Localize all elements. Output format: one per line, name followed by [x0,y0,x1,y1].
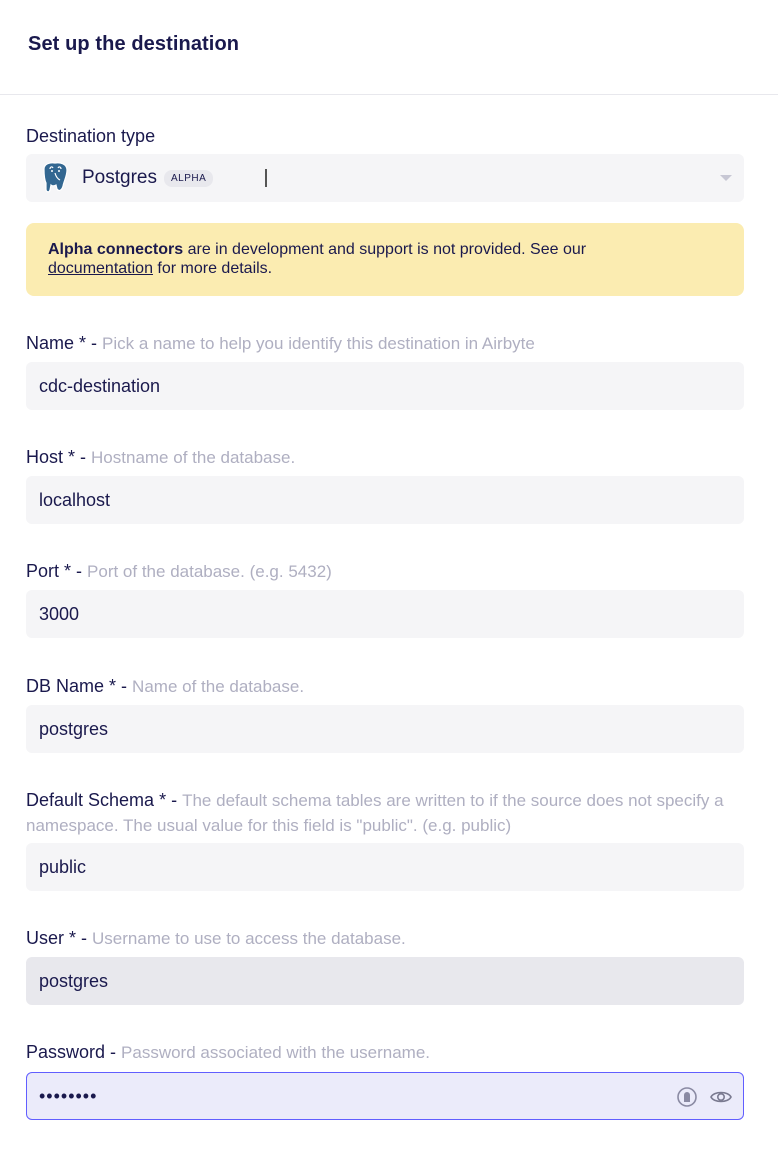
user-input[interactable]: postgres [26,957,744,1005]
user-hint: Username to use to access the database. [92,929,406,948]
port-label [26,559,332,584]
db-name-required-marker: * - [104,676,133,696]
password-manager-icon[interactable] [675,1085,699,1109]
host-input[interactable]: localhost [26,476,744,524]
user-required-marker: * - [64,928,93,948]
user-label-text: User [26,928,65,948]
port-required-marker: * - [59,561,88,581]
page-header [0,0,778,95]
postgres-elephant-icon [38,161,72,195]
password-label [26,1040,430,1065]
password-hint: Password associated with the username. [121,1043,431,1062]
page-title: Set up the destination [28,33,240,55]
db-name-input[interactable]: postgres [26,705,744,753]
host-hint: Hostname of the database. [91,448,296,467]
documentation-link[interactable]: documentation [48,260,153,277]
alpha-warning-alert [26,223,744,296]
name-required-marker: * - [74,333,103,353]
destination-type-value: Postgres [82,167,157,188]
alpha-badge: ALPHA [164,170,213,187]
port-input[interactable]: 3000 [26,590,744,638]
chevron-down-icon[interactable] [720,175,732,181]
db-name-label [26,674,304,699]
alert-text-2: for more details. [152,260,273,277]
text-cursor [265,169,267,187]
db-name-hint: Name of the database. [132,677,305,696]
default-schema-label [26,788,746,838]
show-password-eye-icon[interactable] [709,1085,733,1109]
name-hint: Pick a name to help you identify this destination in Airbyte [102,334,535,353]
password-input[interactable] [26,1072,744,1120]
host-label-text: Host [26,447,64,467]
name-input[interactable]: cdc-destination [26,362,744,410]
host-required-marker: * - [63,447,92,467]
destination-type-label: Destination type [26,126,156,146]
alert-text-1: are in development and support is not provided. See our [183,241,587,258]
password-value: •••••••• [39,1085,98,1106]
port-hint: Port of the database. (e.g. 5432) [87,562,332,581]
alert-bold-text: Alpha connectors [48,241,184,258]
destination-type-select[interactable] [26,154,744,202]
password-label-text: Password [26,1042,106,1062]
name-label-text: Name [26,333,75,353]
user-label [26,926,406,951]
default-schema-hint: The default schema tables are written to if the source does not specify a namespace. The usual value for this field is "public". (e.g. public) [26,791,724,835]
port-label-text: Port [26,561,60,581]
db-name-label-text: DB Name [26,676,105,696]
host-label [26,445,295,470]
name-label [26,331,535,356]
default-schema-input[interactable]: public [26,843,744,891]
default-schema-required-marker: * - [154,790,183,810]
default-schema-label-text: Default Schema [26,790,155,810]
password-marker: - [105,1042,122,1062]
